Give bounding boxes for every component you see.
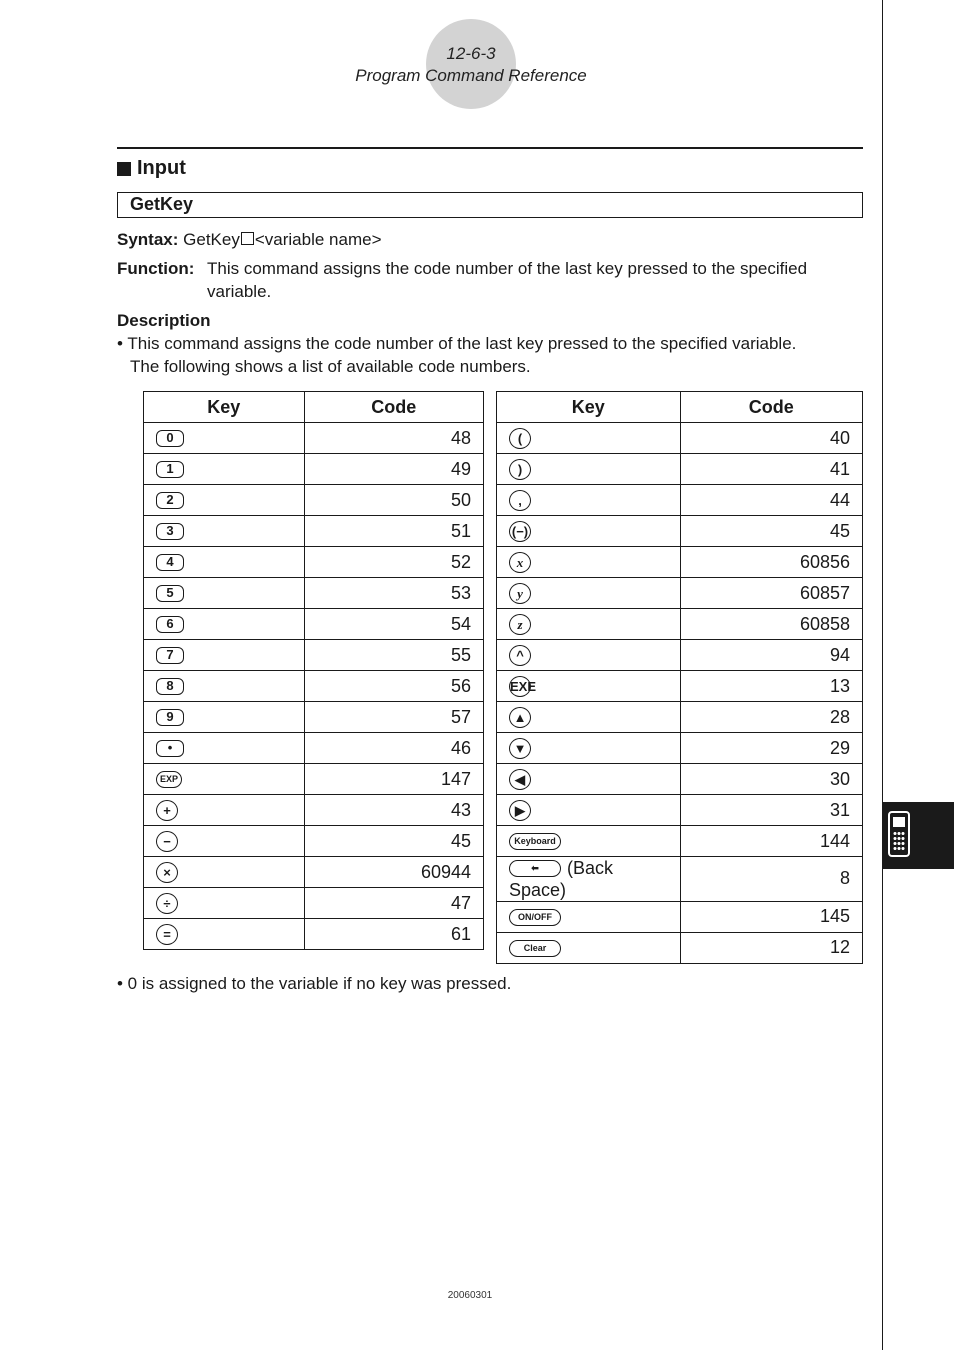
key-cell — [497, 671, 681, 702]
code-cell: 8 — [680, 857, 863, 902]
code-cell: 60944 — [304, 857, 484, 888]
key-cell — [497, 733, 681, 764]
table-row — [497, 826, 863, 857]
key-cell — [144, 578, 305, 609]
table-row — [144, 764, 484, 795]
space-symbol-icon — [241, 232, 254, 245]
code-cell: 147 — [304, 764, 484, 795]
key-code-table-left — [143, 391, 484, 950]
key-exp-icon: EXP — [156, 771, 182, 788]
code-cell: 61 — [304, 919, 484, 950]
table-row — [144, 454, 484, 485]
key-cell — [497, 609, 681, 640]
table-row — [144, 702, 484, 733]
description-line-1: • This command assigns the code number of the last key pressed to the specified variable. — [117, 334, 797, 353]
code-column-header: Code — [304, 392, 484, 423]
key-cell — [497, 454, 681, 485]
key-cell — [144, 640, 305, 671]
key-backspace-icon: ⬅ — [509, 860, 561, 877]
key-cell — [144, 516, 305, 547]
table-row — [144, 423, 484, 454]
code-cell: 60857 — [680, 578, 863, 609]
key-1-icon: 1 — [156, 461, 184, 478]
syntax-label: Syntax: — [117, 230, 179, 249]
table-row — [497, 454, 863, 485]
syntax-command: GetKey — [183, 230, 240, 249]
key-decimal-point-icon: • — [156, 740, 184, 757]
table-row — [497, 932, 863, 963]
code-cell: 57 — [304, 702, 484, 733]
code-cell: 52 — [304, 547, 484, 578]
code-cell: 43 — [304, 795, 484, 826]
key-6-icon: 6 — [156, 616, 184, 633]
key-cell — [144, 547, 305, 578]
note-bullet: • 0 is assigned to the variable if no key was pressed. — [117, 974, 512, 993]
key-cell — [144, 888, 305, 919]
key-cell — [497, 423, 681, 454]
code-cell: 54 — [304, 609, 484, 640]
key-keyboard-icon: Keyboard — [509, 833, 561, 850]
table-row — [497, 609, 863, 640]
chapter-title: Program Command Reference — [355, 66, 587, 85]
key-cell — [144, 485, 305, 516]
key-open-paren-icon: ( — [509, 428, 531, 449]
key-cell — [497, 932, 681, 963]
key-9-icon: 9 — [156, 709, 184, 726]
key-cell — [144, 919, 305, 950]
key-comma-icon: , — [509, 490, 531, 511]
function-text: This command assigns the code number of the last key pressed to the specified variable. — [207, 259, 808, 301]
key-2-icon: 2 — [156, 492, 184, 509]
command-box — [117, 192, 863, 218]
key-7-icon: 7 — [156, 647, 184, 664]
description-line-2: The following shows a list of available code numbers. — [130, 357, 531, 376]
key-cell — [144, 764, 305, 795]
key-divide-icon: ÷ — [156, 893, 178, 914]
key-cell — [144, 454, 305, 485]
code-cell: 145 — [680, 901, 863, 932]
command-name: GetKey — [130, 194, 194, 214]
key-y-icon: y — [509, 583, 531, 604]
table-row — [497, 485, 863, 516]
key-right-arrow-icon: ▶ — [509, 800, 531, 821]
code-cell: 50 — [304, 485, 484, 516]
code-cell: 45 — [680, 516, 863, 547]
key-cell — [497, 901, 681, 932]
key-4-icon: 4 — [156, 554, 184, 571]
table-row — [144, 888, 484, 919]
table-row — [497, 702, 863, 733]
code-cell: 46 — [304, 733, 484, 764]
code-cell: 41 — [680, 454, 863, 485]
code-cell: 144 — [680, 826, 863, 857]
code-cell: 48 — [304, 423, 484, 454]
code-cell: 31 — [680, 795, 863, 826]
key-cell — [497, 857, 681, 902]
key-caret-icon: ^ — [509, 645, 531, 666]
key-exe-icon: EXE — [509, 676, 531, 697]
key-z-icon: z — [509, 614, 531, 635]
table-row — [144, 578, 484, 609]
table-row — [497, 901, 863, 932]
description-bullet — [117, 332, 857, 378]
key-cell — [144, 423, 305, 454]
key-cell — [144, 795, 305, 826]
code-cell: 55 — [304, 640, 484, 671]
key-cell — [497, 764, 681, 795]
footer-code: 20060301 — [447, 1290, 493, 1301]
key-cell — [497, 640, 681, 671]
table-row — [144, 919, 484, 950]
key-cell — [144, 826, 305, 857]
function-label: Function: — [117, 259, 195, 278]
code-cell: 28 — [680, 702, 863, 733]
code-cell: 51 — [304, 516, 484, 547]
code-cell: 44 — [680, 485, 863, 516]
code-cell: 60858 — [680, 609, 863, 640]
code-cell: 60856 — [680, 547, 863, 578]
code-cell: 40 — [680, 423, 863, 454]
syntax-line — [117, 228, 382, 251]
key-cell — [497, 485, 681, 516]
key-up-arrow-icon: ▲ — [509, 707, 531, 728]
square-bullet-icon — [117, 162, 131, 176]
table-row — [497, 857, 863, 902]
code-cell: 12 — [680, 932, 863, 963]
section-heading — [117, 157, 186, 180]
code-cell: 45 — [304, 826, 484, 857]
table-row — [144, 795, 484, 826]
table-row — [497, 795, 863, 826]
key-0-icon: 0 — [156, 430, 184, 447]
table-row — [497, 578, 863, 609]
key-cell — [497, 702, 681, 733]
code-cell: 94 — [680, 640, 863, 671]
page-edge-line — [882, 0, 883, 1350]
section-title: Input — [137, 157, 186, 179]
key-minus-icon: − — [156, 831, 178, 852]
table-row — [497, 671, 863, 702]
key-label: (Back Space) — [509, 857, 614, 900]
code-cell: 13 — [680, 671, 863, 702]
key-cell — [497, 795, 681, 826]
key-left-arrow-icon: ◀ — [509, 769, 531, 790]
key-clear-icon: Clear — [509, 940, 561, 957]
key-cell — [497, 516, 681, 547]
key-close-paren-icon: ) — [509, 459, 531, 480]
table-row — [144, 733, 484, 764]
table-row — [144, 640, 484, 671]
table-row — [144, 826, 484, 857]
key-cell — [497, 547, 681, 578]
key-5-icon: 5 — [156, 585, 184, 602]
key-8-icon: 8 — [156, 678, 184, 695]
page-number: 12-6-3 — [446, 44, 496, 63]
calculator-icon — [888, 811, 910, 857]
syntax-argument: <variable name> — [254, 230, 382, 249]
key-code-table-right — [496, 391, 863, 964]
key-x-icon: x — [509, 552, 531, 573]
key-multiply-icon: × — [156, 862, 178, 883]
table-row — [144, 516, 484, 547]
code-cell: 49 — [304, 454, 484, 485]
table-row — [497, 516, 863, 547]
key-column-header: Key — [144, 392, 305, 423]
section-rule — [117, 147, 863, 149]
key-plus-icon: + — [156, 800, 178, 821]
key-equals-icon: = — [156, 924, 178, 945]
calculator-keys — [893, 831, 905, 851]
table-row — [497, 640, 863, 671]
table-row — [144, 857, 484, 888]
key-negative-icon: (−) — [509, 521, 531, 542]
key-3-icon: 3 — [156, 523, 184, 540]
key-cell — [144, 857, 305, 888]
key-cell — [144, 609, 305, 640]
code-cell: 47 — [304, 888, 484, 919]
code-column-header: Code — [680, 392, 863, 423]
key-cell — [497, 826, 681, 857]
key-cell — [144, 671, 305, 702]
table-row — [144, 609, 484, 640]
code-cell: 56 — [304, 671, 484, 702]
key-cell — [497, 578, 681, 609]
table-row — [497, 547, 863, 578]
calculator-screen — [893, 817, 905, 827]
code-cell: 29 — [680, 733, 863, 764]
table-row — [497, 764, 863, 795]
description-heading: Description — [117, 311, 211, 330]
key-cell — [144, 733, 305, 764]
code-cell: 30 — [680, 764, 863, 795]
table-row — [497, 423, 863, 454]
table-row — [144, 547, 484, 578]
table-row — [144, 485, 484, 516]
code-cell: 53 — [304, 578, 484, 609]
key-down-arrow-icon: ▼ — [509, 738, 531, 759]
key-column-header: Key — [497, 392, 681, 423]
key-on-off-icon: ON/OFF — [509, 909, 561, 926]
key-cell — [144, 702, 305, 733]
table-row — [144, 671, 484, 702]
table-row — [497, 733, 863, 764]
header-circle — [426, 19, 516, 109]
